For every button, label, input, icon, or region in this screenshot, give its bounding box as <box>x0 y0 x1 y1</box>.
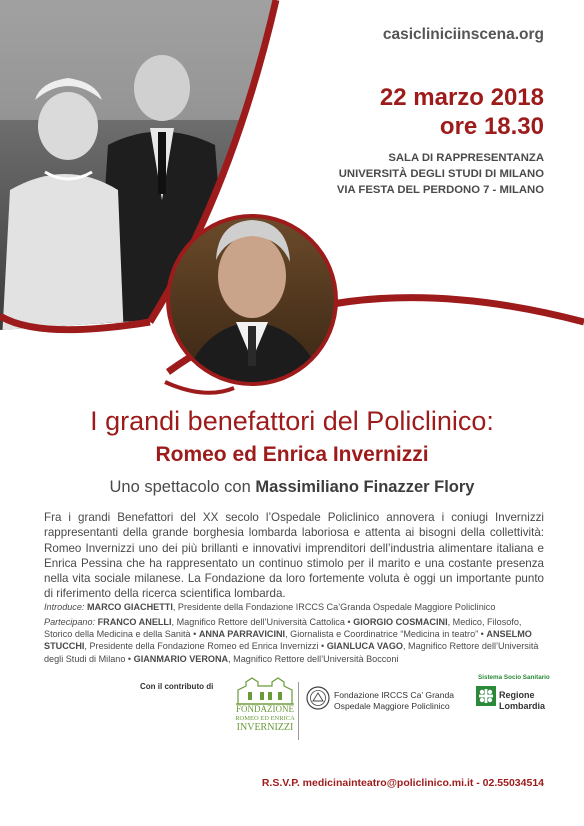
participant-name: FRANCO ANELLI <box>97 617 172 627</box>
venue-line-1: SALA DI RAPPRESENTANZA <box>388 152 544 164</box>
website-url[interactable]: casicliniciinscena.org <box>382 26 544 43</box>
regione-lombardia-logo <box>499 690 545 711</box>
participants-label: Partecipano: <box>44 617 98 627</box>
participant-role: , Magnifico Rettore dell’Università Bocconi <box>228 653 399 664</box>
introduce-name: MARCO GIACHETTI <box>86 602 173 612</box>
introduce-label: Introduce: <box>44 602 87 612</box>
main-title: I grandi benefattori del Policlinico: <box>90 406 494 436</box>
fondazione-line-1: Fondazione IRCCS Ca’ Granda <box>334 690 455 700</box>
invernizzi-line-3: INVERNIZZI <box>236 722 294 733</box>
participant-name: GIORGIO COSMACINI <box>353 617 448 627</box>
invernizzi-logo-text <box>232 705 298 732</box>
introduce-line <box>44 601 549 613</box>
participants-block <box>44 616 549 665</box>
venue-line-3: VIA FESTA DEL PERDONO 7 - MILANO <box>336 184 544 196</box>
contribution-label: Con il contributo di <box>140 682 214 691</box>
participant-name: GIANMARIO VERONA <box>133 653 229 664</box>
description-paragraph: Fra i grandi Benefattori del XX secolo l’Ospedale Policlinico annovera i coniugi Invernizzi rappresentanti della grande borghesia lombarda laboriosa e attenta ai bisogni della collettività: Romeo Invernizzi uno dei più brillanti e innovativi imprenditori dell’industria alimentare italiana e Enrica Pessina che ha rappresentato un continuo stimolo per il marito e una costante presenza nella vita sociale milanese. La Fondazione da loro fortemente voluta è oggi un importante punto di riferimento della ricerca scientifica lombarda. <box>44 511 544 601</box>
fondazione-irccs-logo <box>334 690 454 711</box>
red-arc-lower <box>165 382 234 393</box>
sistema-label: Sistema Socio Sanitario <box>478 674 550 681</box>
introduce-role: , Presidente della Fondazione IRCCS Ca’Granda Ospedale Maggiore Policlinico <box>172 602 496 612</box>
tagline-prefix: Uno spettacolo con <box>109 478 256 496</box>
fondazione-line-2: Ospedale Maggiore Policlinico <box>334 700 450 711</box>
main-subtitle: Romeo ed Enrica Invernizzi <box>155 443 429 466</box>
regione-line-2: Lombardia <box>499 700 546 711</box>
rsvp-contact[interactable]: R.S.V.P. medicinainteatro@policlinico.mi.it - 02.55034514 <box>261 777 544 789</box>
participant-role: , Magnifico Rettore dell’Università Cattolica • <box>171 617 354 627</box>
performer-name: Massimiliano Finazzer Flory <box>255 478 475 496</box>
participant-role: , Medico, Filosofo, Storico della Medicina e della Sanità • <box>44 617 522 640</box>
show-tagline <box>0 478 584 497</box>
participant-name: GIANLUCA VAGO <box>326 641 403 652</box>
event-time: ore 18.30 <box>439 113 544 140</box>
regione-cross-icon <box>476 686 496 706</box>
fondazione-seal-icon <box>306 686 330 710</box>
participant-name: ANSELMO STUCCHI <box>44 629 532 652</box>
villa-logo-icon <box>232 676 298 706</box>
participant-role: , Presidente della Fondazione Romeo ed Enrica Invernizzi • <box>84 641 327 652</box>
portrait-photo <box>166 214 338 390</box>
sponsor-divider <box>298 682 299 740</box>
invernizzi-line-2: ROMEO ED ENRICA <box>235 715 295 722</box>
venue-line-2: UNIVERSITÀ DEGLI STUDI DI MILANO <box>338 168 544 180</box>
participant-name: ANNA PARRAVICINI <box>198 629 286 640</box>
regione-line-1: Regione <box>499 690 535 700</box>
participant-role: , Magnifico Rettore dell’Università degli Studi di Milano • <box>44 641 539 664</box>
participant-role: , Giornalista e Coordinatrice “Medicina in teatro” • <box>285 629 487 640</box>
invernizzi-line-1: FONDAZIONE <box>236 704 294 714</box>
event-date: 22 marzo 2018 <box>379 84 544 111</box>
